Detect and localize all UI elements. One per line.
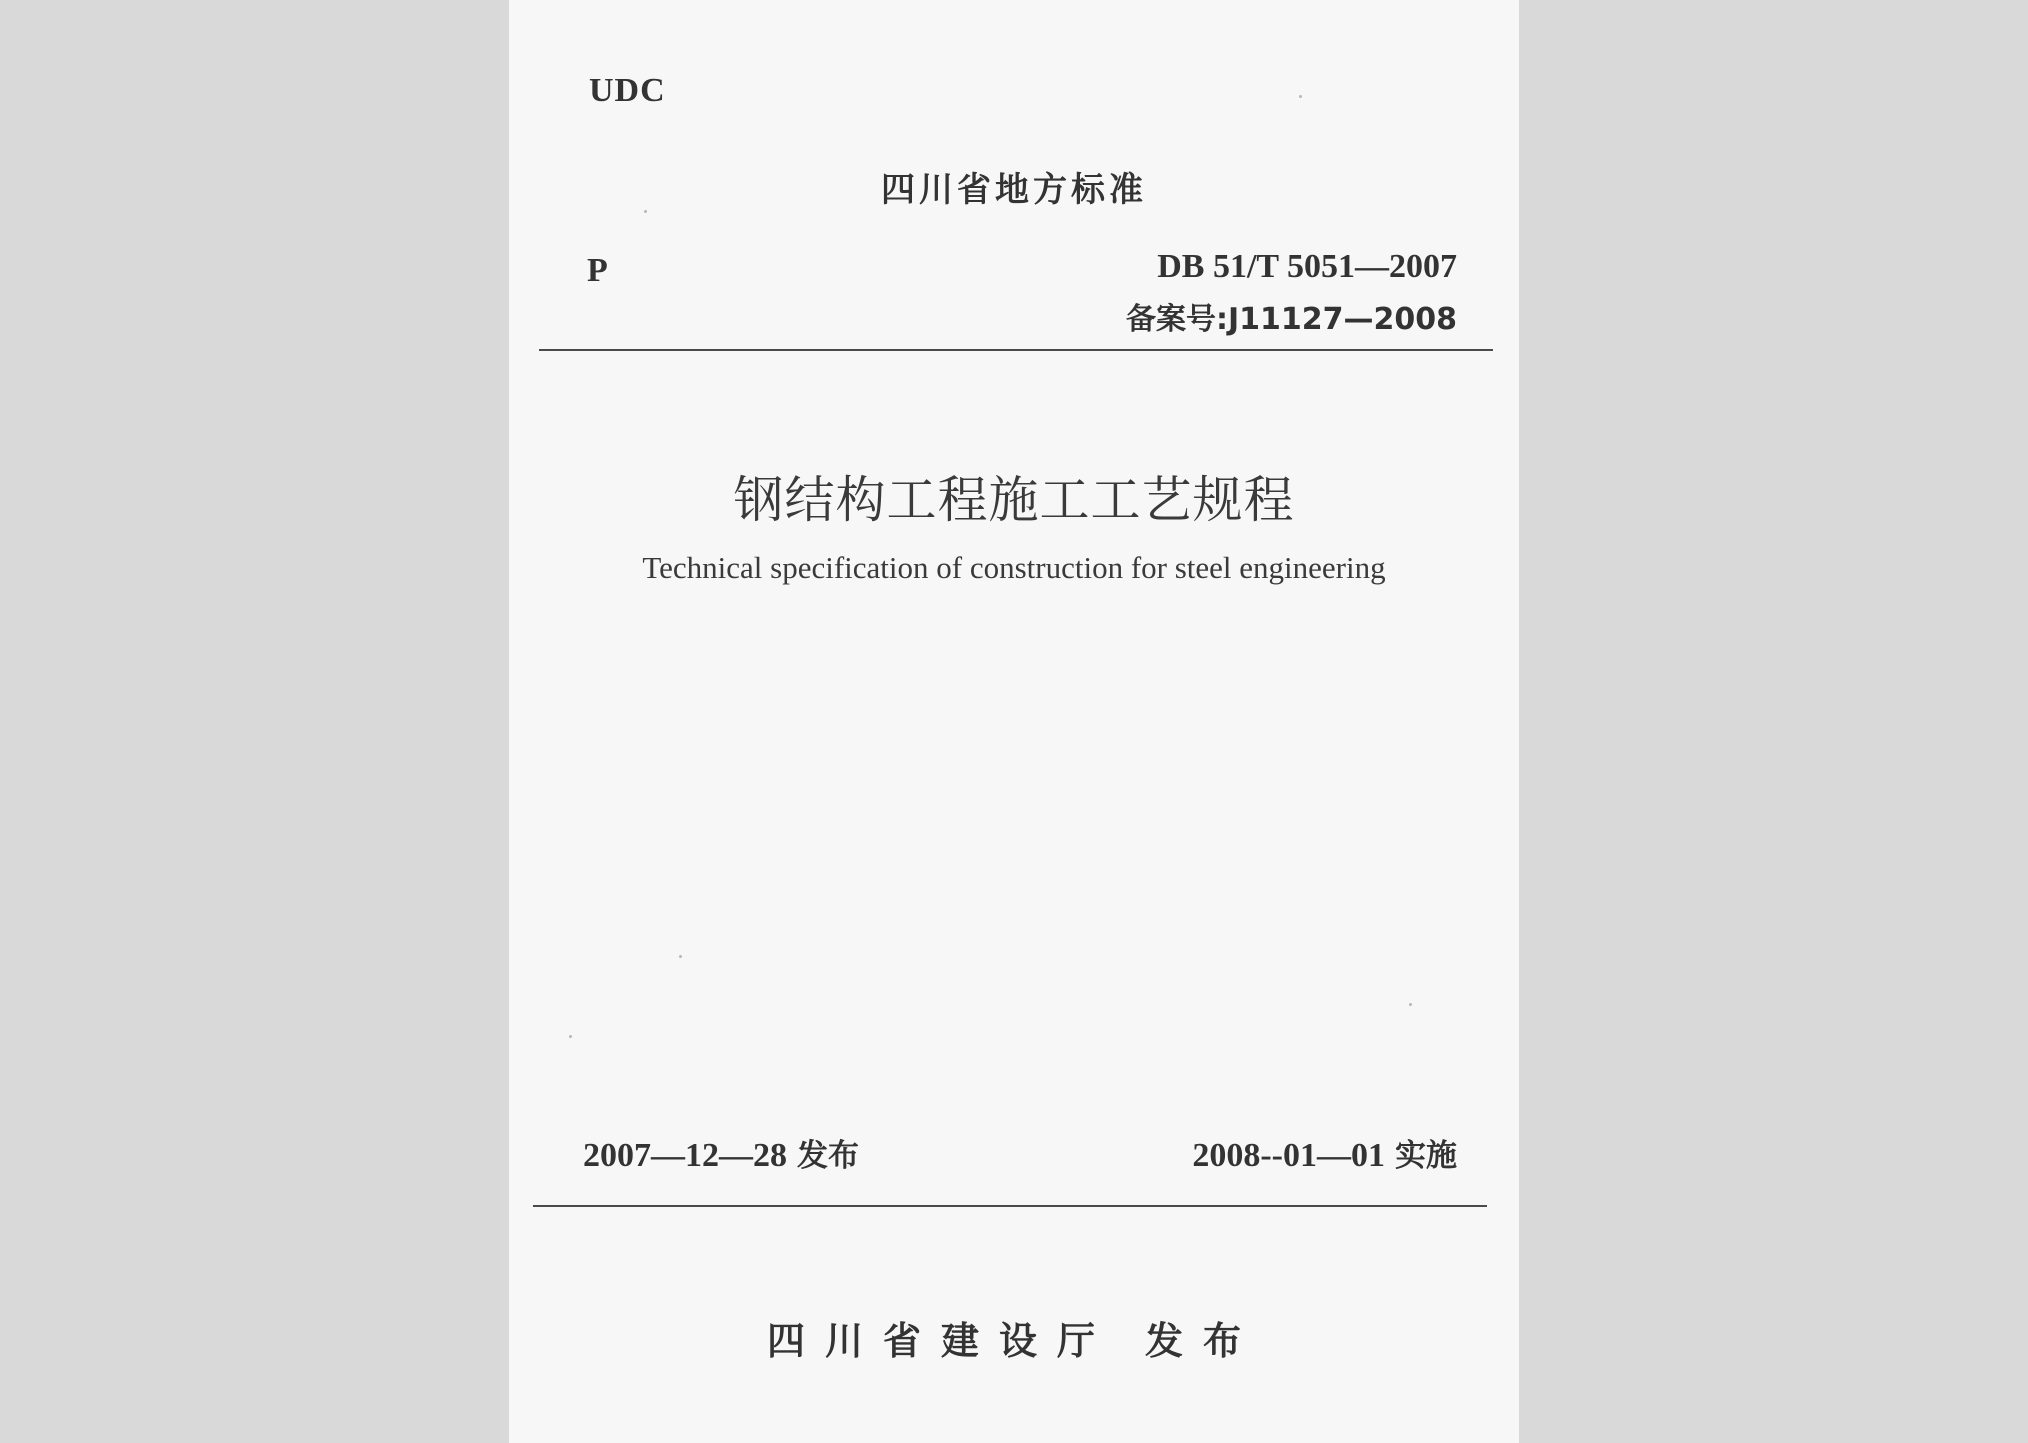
scan-speck: [1409, 1003, 1412, 1006]
standard-type: 四川省地方标准: [881, 170, 1147, 210]
publisher-name: 四川省建设厅: [766, 1319, 1115, 1363]
publisher-action: 发布: [1145, 1319, 1262, 1363]
filing-number: 备案号:J11127—2008: [1125, 302, 1457, 337]
publisher-line: [509, 1310, 1519, 1365]
issue-date-line: [583, 1130, 859, 1175]
implementation-date: 2008--01—01: [1192, 1137, 1385, 1174]
top-divider: [539, 349, 1493, 351]
implementation-label: 实施: [1395, 1138, 1457, 1174]
issue-date: 2007—12—28: [583, 1137, 787, 1174]
standard-number: DB 51/T 5051—2007: [1157, 248, 1457, 285]
scan-speck: [679, 955, 682, 958]
title-chinese: 钢结构工程施工工艺规程: [733, 471, 1295, 529]
classification-code: P: [587, 252, 608, 289]
implementation-date-line: [1192, 1130, 1457, 1175]
scan-speck: [1299, 95, 1302, 98]
document-cover-page: [509, 0, 1519, 1443]
scan-speck: [644, 210, 647, 213]
scan-speck: [569, 1035, 572, 1038]
bottom-divider: [533, 1205, 1487, 1207]
issue-label: 发布: [797, 1138, 859, 1174]
title-english: Technical specification of construction for steel engineering: [642, 550, 1386, 585]
udc-label: UDC: [589, 72, 666, 109]
